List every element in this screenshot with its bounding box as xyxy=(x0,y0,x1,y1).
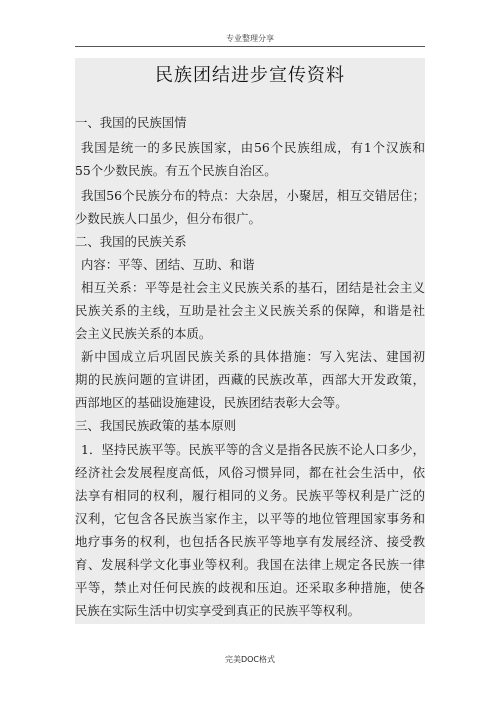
section-heading-2 xyxy=(75,230,425,253)
paragraph-line: 少数民族人口虽少，但分布很广。 xyxy=(75,211,261,226)
header-rule xyxy=(75,46,425,47)
paragraph-5 xyxy=(75,345,425,414)
document-title: 民族团结进步宣传资料 xyxy=(155,65,345,86)
paragraph-line: 平等，禁止对任何民族的歧视和压迫。还采取多种措施，使各 xyxy=(75,580,425,595)
paragraph-line: 育、发展科学文化事业等权利。我国在法律上规定各民族一律 xyxy=(75,557,425,572)
paragraph-line: 汉利，它包含各民族当家作主，以平等的地位管理国家事务和 xyxy=(75,511,425,526)
paragraph-line: 新中国成立后巩固民族关系的具体措施：写入宪法、建国初 xyxy=(81,349,425,364)
paragraph-4 xyxy=(75,276,425,345)
document-body xyxy=(75,58,425,624)
paragraph-line: 民族在实际生活中切实享受到真正的民族平等权利。 xyxy=(75,603,360,618)
heading-line: 一、我国的民族国情 xyxy=(75,115,187,130)
paragraph-line: 1．坚持民族平等。民族平等的含义是指各民族不论人口多少， xyxy=(81,442,425,457)
section-heading-1 xyxy=(75,111,425,134)
paragraph-line: 我国56个民族分布的特点：大杂居，小聚居，相互交错居住； xyxy=(81,188,425,203)
paragraph-line: 期的民族问题的宣讲团，西藏的民族改革，西部大开发政策， xyxy=(75,372,425,387)
paragraph-line: 西部地区的基础设施建设，民族团结表彰大会等。 xyxy=(75,395,348,410)
paragraph-line: 我国是统一的多民族国家，由56个民族组成，有1个汉族和 xyxy=(81,140,425,155)
page-footer: 完美DOC格式 xyxy=(224,655,276,664)
paragraph-line: 55个少数民族。有五个民族自治区。 xyxy=(75,163,277,178)
paragraph-6 xyxy=(75,438,425,622)
paragraph-line: 法享有相同的权利，履行相同的义务。民族平等权利是广泛的 xyxy=(75,488,425,503)
paragraph-3 xyxy=(75,253,425,276)
section-heading-3 xyxy=(75,414,425,437)
paragraph-line: 地疗事务的权利，也包括各民族平等地享有发展经济、接受教 xyxy=(75,534,425,549)
paragraph-line: 经济社会发展程度高低，风俗习惯异同，都在社会生活中，依 xyxy=(75,465,425,480)
page-header: 专业整理分享 xyxy=(226,34,274,43)
paragraph-line: 民族关系的主线，互助是社会主义民族关系的保障，和谐是社 xyxy=(75,303,425,318)
paragraph-line: 会主义民族关系的本质。 xyxy=(75,326,212,341)
paragraph-line: 内容：平等、团结、互助、和谐 xyxy=(81,257,255,272)
paragraph-2 xyxy=(75,184,425,230)
paragraph-1 xyxy=(75,136,425,182)
paragraph-line: 相互关系：平等是社会主义民族关系的基石，团结是社会主义 xyxy=(81,280,425,295)
heading-line: 二、我国的民族关系 xyxy=(75,234,187,249)
heading-line: 三、我国民族政策的基本原则 xyxy=(75,418,237,433)
